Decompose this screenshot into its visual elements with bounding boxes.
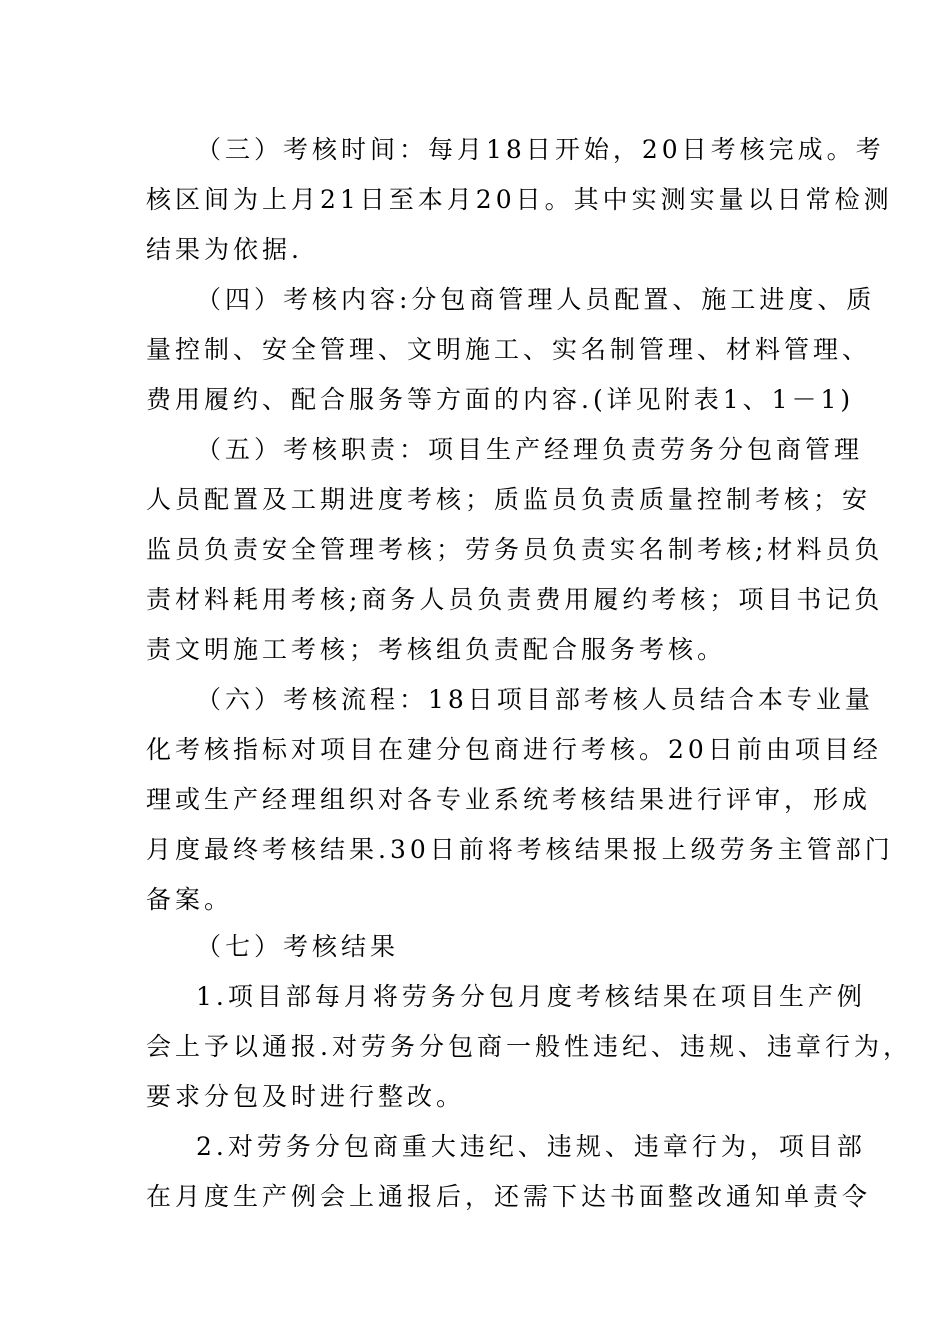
text-line: （六）考核流程：18日项目部考核人员结合本专业量	[196, 685, 874, 714]
text-line: 月度最终考核结果.30日前将考核结果报上级劳务主管部门	[146, 835, 894, 864]
text-line: 责材料耗用考核;商务人员负责费用履约考核；项目书记负	[146, 585, 884, 614]
text-line: （四）考核内容:分包商管理人员配置、施工进度、质	[196, 285, 876, 314]
text-line: 结果为依据.	[146, 235, 303, 264]
text-line: 备案。	[146, 885, 234, 914]
text-line: （三）考核时间：每月18日开始，20日考核完成。考	[196, 135, 885, 164]
text-line: 理或生产经理组织对各专业系统考核结果进行评审，形成	[146, 785, 872, 814]
section-heading: （七）考核结果	[196, 932, 400, 961]
text-line: 责文明施工考核；考核组负责配合服务考核。	[146, 635, 727, 664]
text-line: 化考核指标对项目在建分包商进行考核。20日前由项目经	[146, 735, 882, 764]
text-line: 人员配置及工期进度考核；质监员负责质量控制考核；安	[146, 485, 872, 514]
text-line: 2.对劳务分包商重大违纪、违规、违章行为，项目部	[196, 1132, 866, 1161]
text-line: 量控制、安全管理、文明施工、实名制管理、材料管理、	[146, 335, 872, 364]
text-line: 要求分包及时进行整改。	[146, 1082, 466, 1111]
text-line: （五）考核职责：项目生产经理负责劳务分包商管理	[196, 435, 864, 464]
text-line: 核区间为上月21日至本月20日。其中实测实量以日常检测	[146, 185, 893, 214]
text-line: 1.项目部每月将劳务分包月度考核结果在项目生产例	[196, 982, 866, 1011]
text-line: 会上予以通报.对劳务分包商一般性违纪、违规、违章行为，	[146, 1032, 912, 1061]
text-line: 监员负责安全管理考核；劳务员负责实名制考核;材料员负	[146, 535, 884, 564]
text-line: 费用履约、配合服务等方面的内容.(详见附表1、1－1)	[146, 385, 855, 414]
text-line: 在月度生产例会上通报后，还需下达书面整改通知单责令	[146, 1182, 872, 1211]
